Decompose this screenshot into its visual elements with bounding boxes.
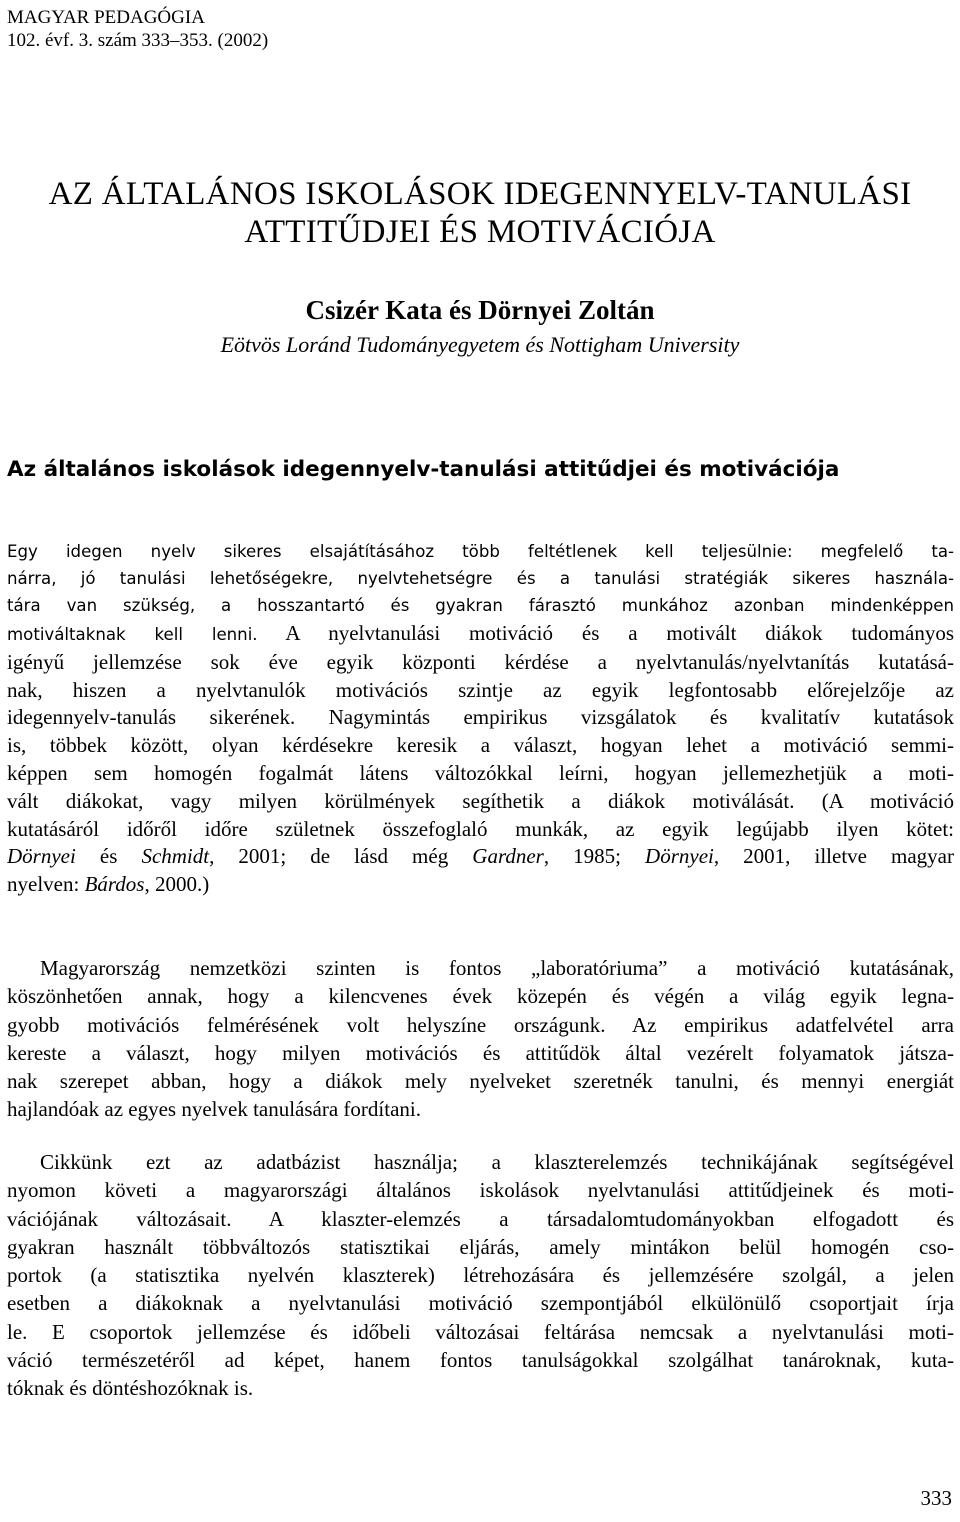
paragraph-1-start: A nyelvtanulási motiváció és a motivált diákok tudományos (285, 621, 954, 645)
title-line-1: AZ ÁLTALÁNOS ISKOLÁSOK IDEGENNYELV-TANULÁSI (48, 176, 912, 212)
paragraph-3 (7, 1148, 954, 1403)
text-line: igényű jellemzése sok éve egyik központi kérdése a nyelvtanulás/nyelvtanítás kutatásá- (7, 649, 954, 674)
abstract (7, 538, 954, 620)
authors: Csizér Kata és Dörnyei Zoltán (305, 295, 655, 325)
text-span: Magyarország nemzetközi szinten is fontos „laboratóriuma” a motiváció kutatásának, (40, 956, 954, 980)
text-line: vált diákokat, vagy milyen körülmények segíthetik a diákok motiválását. (A motiváció (7, 788, 954, 813)
paragraph-1 (7, 620, 954, 899)
text-line: esetben a diákoknak a nyelvtanulási motiváció szempontjából elkülönülő csoportjait írja (7, 1291, 954, 1316)
citation-author: Bárdos (84, 872, 145, 897)
citation-line (7, 843, 954, 871)
citation-author: Schmidt (141, 844, 210, 869)
citation-author: Gardner (472, 844, 544, 869)
text-line: nak szerepet abban, hogy a diákok mely nyelveket szeretnék tanulni, és mennyi energiát (7, 1069, 954, 1094)
text-line: köszönhetően annak, hogy a kilencvenes évek közepén és végén a világ egyik legna- (7, 984, 954, 1009)
citation-text: , 2001, illetve magyar (713, 844, 954, 869)
journal-name: MAGYAR PEDAGÓGIA (7, 7, 205, 28)
abstract-line: tára van szükség, a hosszantartó és gyakran fárasztó munkához azonban mindenképpen (7, 596, 954, 616)
page-number: 333 (920, 1486, 952, 1510)
text-line (7, 954, 954, 982)
abstract-title: Az általános iskolások idegennyelv-tanulási attitűdjei és motivációja (7, 457, 840, 482)
citation-text: , 1985; (543, 844, 646, 869)
abstract-line: nárra, jó tanulási lehetőségekre, nyelvtehetségre és a tanulási stratégiák sikeres használa- (7, 569, 954, 589)
text-line: portok (a statisztika nyelvén klaszterek) létrehozására és jellemzésére szolgál, a jelen (7, 1263, 954, 1288)
text-line (7, 1148, 954, 1176)
text-line: gyakran használt többváltozós statisztikai eljárás, amely mintákon belül homogén cso- (7, 1234, 954, 1259)
text-line: hajlandóak az egyes nyelvek tanulására fordítani. (7, 1097, 421, 1122)
article-title (0, 175, 960, 251)
title-line-2: ATTITŰDJEI ÉS MOTIVÁCIÓJA (244, 214, 716, 250)
citation-text: nyelven: (7, 872, 85, 897)
text-line: nyomon követi a magyarországi általános iskolások nyelvtanulási attitűdjeinek és moti- (7, 1178, 954, 1203)
journal-header (7, 6, 268, 52)
text-span: Cikkünk ezt az adatbázist használja; a klaszterelemzés technikájának segítségével (40, 1150, 954, 1174)
text-line: váció természetéről ad képet, hanem fontos tanulságokkal szolgálhat tanároknak, kuta- (7, 1348, 954, 1373)
citation-text: , 2001; de lásd még (209, 844, 473, 869)
text-line: kereste a választ, hogy milyen motivációs és attitűdök által vezérelt folyamatok játsza- (7, 1040, 954, 1065)
citation-author: Dörnyei (645, 844, 714, 869)
text-line: gyobb motivációs felmérésének volt helyszíne országunk. Az empirikus adatfelvétel arra (7, 1012, 954, 1037)
journal-issue: 102. évf. 3. szám 333–353. (2002) (7, 30, 269, 51)
text-line: nak, hiszen a nyelvtanulók motivációs szintje az egyik legfontosabb előrejelzője az (7, 677, 954, 702)
citation-author: Dörnyei (7, 844, 76, 869)
citation-text: , 2000.) (144, 872, 210, 897)
text-line: idegennyelv-tanulás sikerének. Nagymintás empirikus vizsgálatok és kvalitatív kutatások (7, 705, 954, 730)
text-line: le. E csoportok jellemzése és időbeli változásai feltárása nemcsak a nyelvtanulási moti- (7, 1319, 954, 1344)
text-line (7, 620, 954, 649)
text-line: képpen sem homogén fogalmát látens változókkal leírni, hogyan jellemezhetjük a moti- (7, 760, 954, 785)
text-line: kutatásáról időről időre születnek összefoglaló munkák, az egyik legújabb ilyen kötet: (7, 816, 954, 841)
affiliation: Eötvös Loránd Tudományegyetem és Nottigham University (220, 332, 740, 357)
text-line: vációjának változásait. A klaszter-elemzés a társadalomtudományokban elfogadott és (7, 1206, 954, 1231)
citation-line (7, 871, 954, 899)
abstract-line-last: motiváltaknak kell lenni. (7, 625, 258, 644)
paragraph-2 (7, 954, 954, 1124)
abstract-line: Egy idegen nyelv sikeres elsajátításához több feltétlenek kell teljesülnie: megfelelő ta- (7, 542, 954, 561)
text-line: is, többek között, olyan kérdésekre keresik a választ, hogyan lehet a motiváció semmi- (7, 733, 954, 758)
citation-text: és (75, 844, 142, 869)
text-line: tóknak és döntéshozóknak is. (7, 1376, 254, 1401)
